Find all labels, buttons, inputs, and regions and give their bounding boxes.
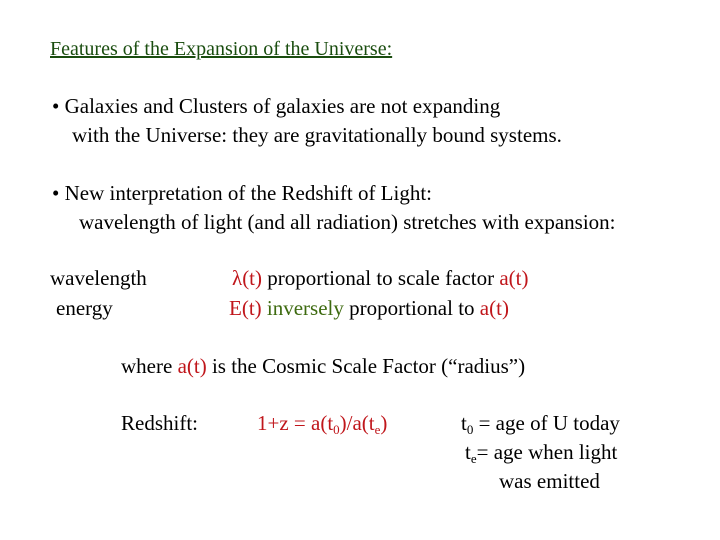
bullet-marker: •	[52, 181, 60, 205]
redshift-formula	[257, 411, 387, 438]
energy-relation	[229, 296, 509, 321]
t0-text: = age of U today	[473, 411, 620, 435]
energy-a-t: a(t)	[479, 296, 509, 320]
bullet1-line1	[52, 94, 500, 119]
where-prefix: where	[121, 354, 178, 378]
te-text: = age when light	[476, 440, 618, 464]
energy-label: energy	[56, 296, 113, 320]
lambda-arg: (t)	[242, 266, 263, 290]
energy-e-t: E(t)	[229, 296, 262, 320]
lambda-relation	[232, 266, 529, 291]
where-a-t: a(t)	[177, 354, 207, 378]
emitted-text: was emitted	[499, 469, 600, 493]
bullet1-line2: with the Universe: they are gravitationally bound systems.	[72, 123, 562, 147]
where-line	[121, 354, 525, 379]
formula-sub-e: e	[374, 422, 381, 437]
redshift-label: Redshift:	[121, 411, 198, 435]
slide-title: Features of the Expansion of the Universe:	[50, 38, 393, 60]
bullet2-line1	[52, 181, 432, 206]
bullet1-text: Galaxies and Clusters of galaxies are not expanding	[64, 94, 501, 118]
formula-part-c: )	[380, 411, 388, 435]
te-sub: e	[470, 451, 477, 466]
t0-t: t	[461, 411, 467, 435]
wavelength-label: wavelength	[50, 266, 147, 290]
proportional-to-text: proportional to	[343, 296, 480, 320]
t0-definition	[461, 411, 620, 438]
formula-sub-0: 0	[333, 422, 340, 437]
scale-factor-a-t: a(t)	[499, 266, 529, 290]
lambda-symbol: λ	[232, 266, 243, 290]
inversely-text: inversely	[261, 296, 344, 320]
t0-sub: 0	[466, 422, 474, 437]
formula-part-a: 1+z = a(t	[257, 411, 334, 435]
bullet-marker: •	[52, 94, 60, 118]
lambda-relation-text: proportional to scale factor	[262, 266, 500, 290]
bullet2-text: New interpretation of the Redshift of Light:	[64, 181, 433, 205]
where-suffix: is the Cosmic Scale Factor (“radius”)	[206, 354, 526, 378]
te-t: t	[465, 440, 471, 464]
te-definition	[465, 440, 617, 467]
bullet2-line2: wavelength of light (and all radiation) stretches with expansion:	[79, 210, 616, 234]
formula-part-b: )/a(t	[339, 411, 375, 435]
